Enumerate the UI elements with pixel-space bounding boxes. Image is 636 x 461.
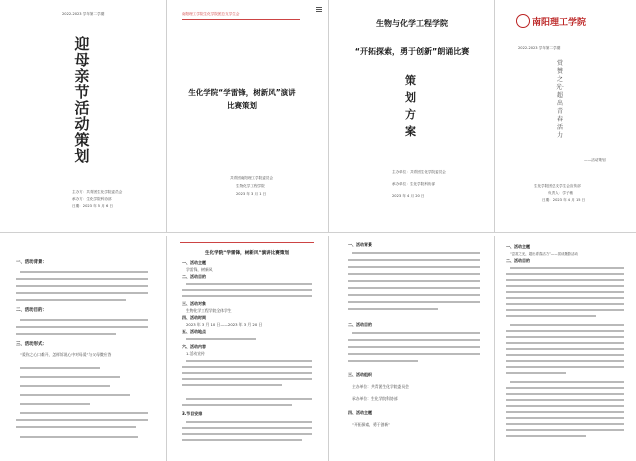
doc4-school-name: 南阳理工学院 (532, 18, 587, 28)
doc1-section-3: 三、活动形式： (16, 342, 47, 347)
text-line (348, 308, 438, 310)
text-line (182, 378, 312, 380)
doc4-meta-1: 生化学院团总支学生会宣传部 (534, 184, 581, 188)
text-line (506, 273, 624, 275)
text-line (20, 436, 138, 438)
doc2-s6: 六、活动内容 (182, 344, 206, 349)
text-line (506, 309, 624, 311)
text-line (16, 299, 126, 301)
text-line (16, 326, 148, 328)
doc2-sub1: 1.活动宣传 (186, 351, 205, 356)
text-line (16, 278, 148, 280)
school-logo-icon (516, 14, 530, 28)
text-line (186, 283, 312, 285)
doc3-s3: 三、活动组织 (348, 372, 372, 377)
text-line (182, 289, 312, 291)
text-line (182, 433, 312, 435)
doc1-meta-2: 承办方：生化学院科协部 (72, 197, 112, 201)
text-line (348, 353, 480, 355)
text-line (20, 376, 120, 378)
text-line (506, 291, 624, 293)
menu-icon[interactable] (316, 6, 322, 13)
text-line (510, 381, 624, 383)
divider (494, 0, 495, 232)
doc2-s2: 二、活动目的 (182, 274, 206, 279)
text-line (506, 297, 624, 299)
doc2-org-1: 共青团南阳理工学院委员会 (230, 176, 274, 180)
text-line (20, 271, 148, 273)
text-line (348, 360, 418, 362)
text-line (182, 404, 292, 406)
text-line (348, 339, 480, 341)
doc3-meta-1: 主办单位：共青团生化学院委员会 (392, 170, 446, 174)
text-line (186, 338, 256, 340)
text-line (506, 393, 624, 395)
text-line (182, 439, 302, 441)
text-line (186, 360, 312, 362)
doc4-s1: 一、活动主题 (506, 244, 530, 249)
doc3-meta-3: 2023 年 4 月 20 日 (392, 194, 425, 198)
divider (328, 236, 329, 461)
text-line (348, 259, 480, 261)
text-line (510, 267, 624, 269)
doc3-s1: 一、活动背景 (348, 242, 372, 247)
divider (494, 236, 495, 461)
text-line (20, 319, 148, 321)
doc1-section-3-line: “爱你之心口难开，怎样诉说心中对母爱”与父母微应答 (20, 352, 112, 357)
text-line (20, 385, 110, 387)
doc3-cover-page (334, 6, 490, 228)
text-line (352, 332, 480, 334)
doc4-meta-2: 负责人：学子敏 (548, 191, 574, 195)
text-line (182, 366, 312, 368)
text-line (186, 421, 312, 423)
divider (328, 0, 329, 232)
doc2-s4: 四、活动时间 (182, 315, 206, 320)
doc1-body-page (6, 238, 158, 458)
text-line (506, 336, 624, 338)
text-line (506, 330, 624, 332)
divider (166, 236, 167, 461)
doc2-s5: 五、活动地点 (182, 329, 206, 334)
doc1-section-2: 二、活动目的： (16, 308, 47, 313)
doc2-header: 南阳理工学院生化学院团总支学生会 (182, 12, 240, 16)
doc3-body-page (334, 238, 490, 458)
doc2-body-page (172, 238, 322, 458)
text-line (186, 398, 312, 400)
doc2-body-title: 生化学院“学雷锋，树新风”演讲比赛策划 (204, 251, 290, 256)
text-line (506, 348, 624, 350)
text-line (506, 303, 624, 305)
text-line (348, 273, 480, 275)
doc4-body-page (498, 238, 632, 458)
text-line (506, 429, 624, 431)
doc2-cover-page (172, 6, 310, 228)
divider (166, 0, 167, 232)
doc2-header-rule (182, 19, 300, 20)
text-line (20, 403, 90, 405)
doc4-term: 2022-2023 学年第二学期 (518, 46, 561, 50)
text-line (348, 301, 480, 303)
doc3-college: 生物与化学工程学院 (376, 19, 448, 28)
row-divider (0, 232, 636, 233)
doc1-section-1: 一、活动背景： (16, 260, 47, 265)
doc2-s1: 一、活动主题 (182, 260, 206, 265)
doc2-body-rule (180, 242, 314, 243)
text-line (20, 367, 100, 369)
text-line (506, 417, 624, 419)
text-line (20, 394, 130, 396)
text-line (182, 384, 282, 386)
text-line (16, 292, 148, 294)
text-line (506, 435, 586, 437)
doc1-meta-1: 主办方：共青团生化学院委员会 (72, 190, 123, 194)
text-line (506, 366, 624, 368)
text-line (506, 279, 624, 281)
text-line (348, 287, 480, 289)
text-line (506, 315, 596, 317)
text-line (506, 387, 624, 389)
doc4-s2: 二、活动目的 (506, 258, 530, 263)
doc1-title: 迎母亲节活动策划 (74, 35, 90, 165)
text-line (182, 295, 312, 297)
doc2-s1-line: 学雷锋，树新风 (186, 267, 213, 272)
text-line (506, 411, 624, 413)
doc2-org-3: 2023 年 3 月 1 日 (236, 192, 267, 196)
doc2-s3: 三、活动对象 (182, 301, 206, 306)
doc1-header: 2022-2023 学年第二学期 (62, 12, 105, 16)
doc4-s1-line: “尝赏之光，超出青春活力”——赏谈摄影活动 (510, 252, 578, 256)
text-line (348, 280, 480, 282)
doc3-s2: 二、活动目的 (348, 322, 372, 327)
doc3-s3-line-1: 主办单位：共青团生化学院委员会 (352, 384, 409, 389)
text-line (348, 266, 480, 268)
doc1-cover-page (40, 6, 158, 228)
doc4-meta-3: 日期：2023 年 4 月 15 日 (542, 198, 586, 202)
doc1-meta-3: 日期：2023 年 5 月 6 日 (72, 204, 113, 208)
doc2-sub3: 3.节目安排 (182, 411, 203, 416)
text-line (510, 324, 624, 326)
text-line (506, 354, 624, 356)
text-line (20, 412, 148, 414)
doc4-vertical-title: 赏赞之光·超出青春活力 (556, 60, 564, 139)
doc4-cover-page (498, 6, 632, 228)
text-line (506, 285, 624, 287)
text-line (348, 294, 480, 296)
doc3-title: “开拓探索，勇于创新”朗诵比赛 (354, 47, 470, 56)
doc3-s4-line: “开拓探索，勇于创新” (352, 422, 391, 427)
doc3-s3-line-2: 承办单位：生化学院科协部 (352, 396, 398, 401)
text-line (506, 405, 624, 407)
doc2-org-2: 生物化学工程学院 (236, 184, 265, 188)
doc2-s3-line: 生物化学工程学院全体学生 (186, 308, 232, 313)
text-line (348, 346, 480, 348)
text-line (506, 360, 624, 362)
text-line (506, 342, 624, 344)
doc3-meta-2: 承办单位：生化学院科协部 (392, 182, 436, 186)
text-line (16, 285, 148, 287)
text-line (506, 423, 624, 425)
text-line (506, 399, 624, 401)
text-line (182, 372, 312, 374)
text-line (16, 419, 148, 421)
doc2-title: 生化学院“学雷锋，树新风”演讲比赛策划 (188, 88, 296, 110)
doc3-subtitle: 策划方案 (405, 74, 416, 138)
doc3-s4: 四、活动主题 (348, 410, 372, 415)
text-line (182, 427, 312, 429)
text-line (16, 426, 136, 428)
text-line (506, 372, 566, 374)
doc4-subtitle: ——活动策划 (584, 158, 606, 162)
doc2-s4-line: 2023 年 3 月 10 日——2023 年 3 月 20 日 (186, 322, 263, 327)
text-line (16, 333, 116, 335)
text-line (352, 252, 480, 254)
